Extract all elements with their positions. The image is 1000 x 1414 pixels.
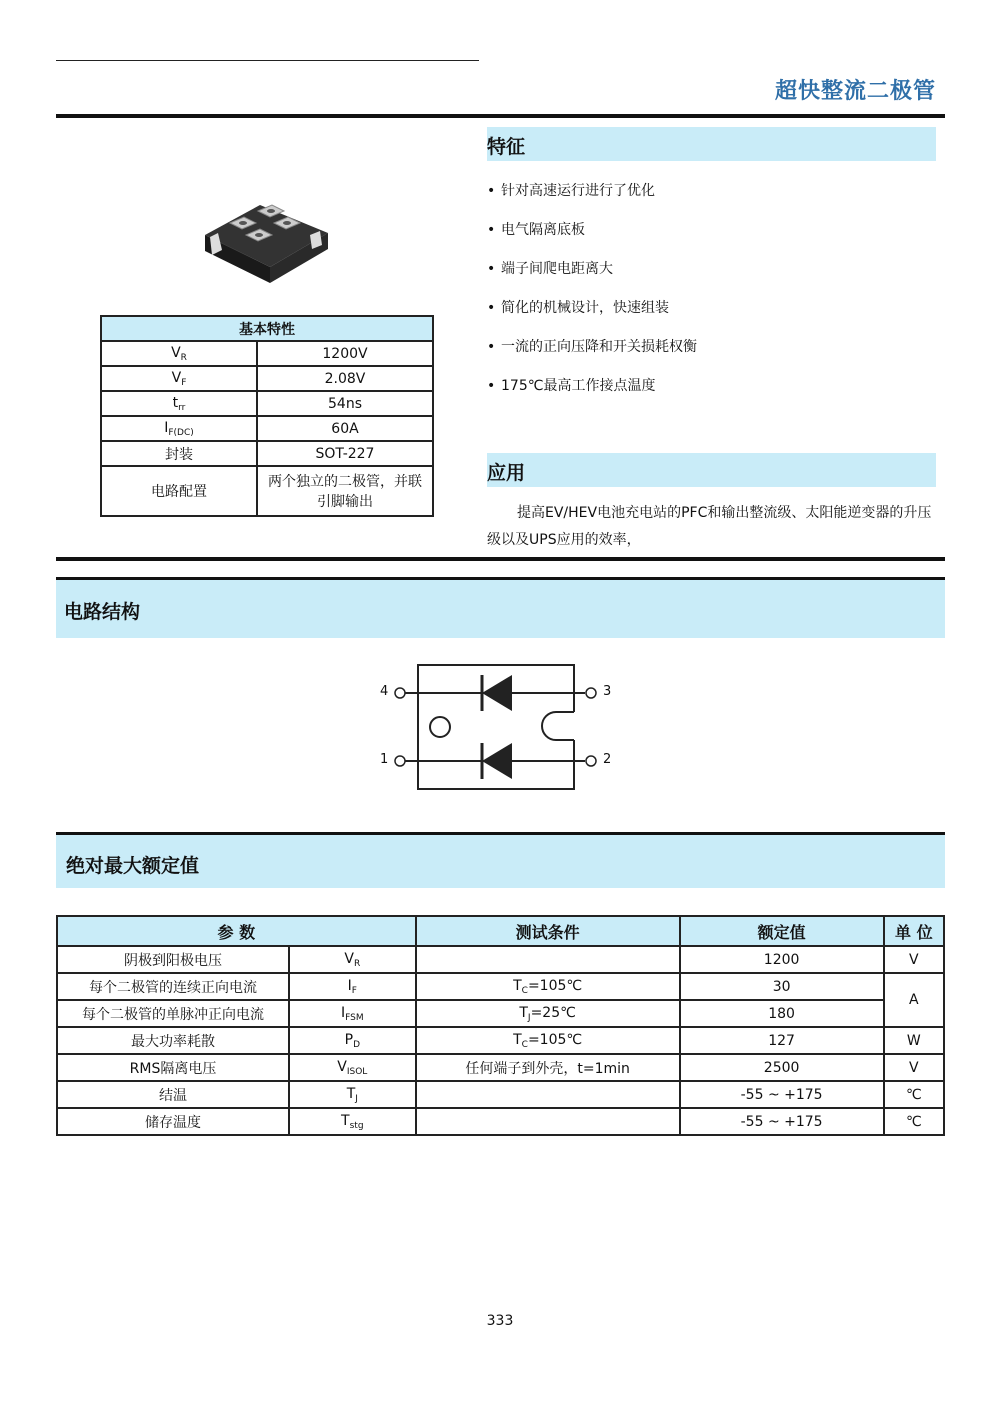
table-row — [57, 1027, 944, 1054]
table-row — [101, 466, 433, 516]
list-item — [487, 297, 937, 336]
applications-text: 提高EV/HEV电池充电站的PFC和输出整流级、太阳能逆变器的升压级以及UPS应用的效率， — [487, 505, 932, 548]
table-row — [57, 1081, 944, 1108]
param-symbol: P — [344, 1031, 354, 1048]
unit: W — [884, 1027, 944, 1054]
basic-characteristics-table — [100, 315, 434, 517]
features-list — [487, 180, 937, 414]
unit: ℃ — [884, 1081, 944, 1108]
spec-symbol: I — [164, 419, 169, 436]
table-row — [57, 1054, 944, 1081]
page-number: 333 — [486, 1313, 514, 1329]
spec-symbol: V — [171, 369, 182, 386]
applications-title: 应用 — [487, 462, 526, 484]
table-row — [101, 366, 433, 391]
spec-value: 两个独立的二极管，并联引脚输出 — [257, 466, 433, 516]
header-condition: 测试条件 — [416, 916, 680, 946]
list-item — [487, 375, 937, 414]
param-name: 阴极到阳极电压 — [57, 946, 289, 973]
header-rule — [56, 60, 479, 61]
table-row — [57, 973, 944, 1000]
param-name: 每个二极管的连续正向电流 — [57, 973, 289, 1000]
param-symbol: V — [337, 1058, 347, 1075]
circuit-title: 电路结构 — [64, 601, 141, 623]
bullet-icon: • — [487, 300, 496, 316]
table-row — [101, 391, 433, 416]
pin-3-label: 3 — [603, 684, 612, 699]
page-title: 超快整流二极管 — [774, 79, 936, 104]
bullet-icon: • — [487, 261, 496, 277]
ratings-title: 绝对最大额定值 — [66, 855, 200, 877]
spec-symbol: t — [172, 394, 179, 411]
feature-text: 简化的机械设计，快速组装 — [501, 300, 669, 316]
param-subscript: ISOL — [346, 1066, 368, 1077]
unit: ℃ — [884, 1108, 944, 1135]
table-row — [57, 1108, 944, 1135]
spec-subscript: R — [180, 352, 187, 363]
param-subscript: J — [355, 1093, 358, 1104]
param-subscript: FSM — [345, 1012, 364, 1023]
spec-subscript: rr — [178, 402, 186, 413]
feature-text: 电气隔离底板 — [501, 222, 585, 238]
header-unit: 单 位 — [884, 916, 944, 946]
rating-value: 180 — [680, 1000, 884, 1027]
table-row — [101, 341, 433, 366]
param-symbol: V — [344, 950, 354, 967]
spec-value: SOT-227 — [257, 441, 433, 466]
param-name: 储存温度 — [57, 1108, 289, 1135]
param-name: 最大功率耗散 — [57, 1027, 289, 1054]
header-param: 参 数 — [57, 916, 416, 946]
rating-value: -55 ~ +175 — [680, 1108, 884, 1135]
features-title: 特征 — [487, 136, 526, 158]
list-item — [487, 336, 937, 375]
spec-subscript: F — [181, 377, 187, 388]
rating-value: -55 ~ +175 — [680, 1081, 884, 1108]
table-row — [57, 1000, 944, 1027]
bullet-icon: • — [487, 339, 496, 355]
spec-value: 60A — [257, 416, 433, 441]
spec-value: 1200V — [257, 341, 433, 366]
bullet-icon: • — [487, 378, 496, 394]
param-name: 结温 — [57, 1081, 289, 1108]
features-band — [487, 127, 936, 161]
circuit-band — [56, 580, 945, 638]
condition-value: =105℃ — [527, 1031, 583, 1048]
ratings-table — [56, 915, 945, 1136]
spec-value: 2.08V — [257, 366, 433, 391]
param-symbol: T — [346, 1085, 356, 1102]
bullet-icon: • — [487, 183, 496, 199]
param-subscript: R — [353, 958, 361, 969]
condition: T — [519, 1004, 528, 1021]
list-item — [487, 219, 937, 258]
param-name: 每个二极管的单脉冲正向电流 — [57, 1000, 289, 1027]
rating-value: 127 — [680, 1027, 884, 1054]
spec-symbol: V — [171, 344, 181, 361]
section-rule — [56, 557, 945, 561]
header-rating: 额定值 — [680, 916, 884, 946]
section-rule-top — [56, 114, 945, 118]
param-subscript: D — [353, 1039, 360, 1050]
unit: A — [884, 973, 944, 1027]
condition: 任何端子到外壳，t=1min — [416, 1054, 680, 1081]
param-symbol: T — [341, 1112, 350, 1129]
feature-text: 端子间爬电距离大 — [501, 261, 613, 277]
condition-value: =105℃ — [527, 977, 583, 994]
condition-subscript: C — [521, 985, 528, 996]
condition-subscript: C — [521, 1039, 528, 1050]
param-name: RMS隔离电压 — [57, 1054, 289, 1081]
pin-4-label: 4 — [380, 684, 389, 699]
spec-value: 54ns — [257, 391, 433, 416]
table-row — [57, 946, 944, 973]
ratings-band — [56, 835, 945, 888]
list-item — [487, 258, 937, 297]
pin-1-label: 1 — [380, 752, 389, 767]
condition-subscript: J — [527, 1012, 531, 1023]
spec-label: 封装 — [101, 441, 257, 466]
spec-table-heading: 基本特性 — [101, 316, 433, 341]
rating-value: 2500 — [680, 1054, 884, 1081]
param-symbol: I — [347, 977, 352, 994]
product-image — [200, 195, 330, 285]
feature-text: 一流的正向压降和开关损耗权衡 — [501, 339, 697, 355]
table-row — [101, 441, 433, 466]
list-item — [487, 180, 937, 219]
pin-2-label: 2 — [603, 752, 612, 767]
circuit-diagram — [370, 660, 630, 795]
condition: T — [513, 977, 522, 994]
param-subscript: F — [351, 985, 357, 996]
spec-subscript: F(DC) — [168, 427, 194, 438]
rating-value: 30 — [680, 973, 884, 1000]
table-row — [101, 416, 433, 441]
param-symbol: I — [340, 1004, 346, 1021]
applications-band — [487, 453, 936, 487]
rating-value: 1200 — [680, 946, 884, 973]
feature-text: 175℃最高工作接点温度 — [501, 378, 656, 394]
table-header-row — [57, 916, 944, 946]
bullet-icon: • — [487, 222, 496, 238]
spec-label: 电路配置 — [101, 466, 257, 516]
condition-value: =25℃ — [530, 1004, 576, 1021]
condition: T — [513, 1031, 522, 1048]
param-subscript: stg — [349, 1120, 364, 1131]
feature-text: 针对高速运行进行了优化 — [501, 183, 655, 199]
unit: V — [884, 1054, 944, 1081]
unit: V — [884, 946, 944, 973]
